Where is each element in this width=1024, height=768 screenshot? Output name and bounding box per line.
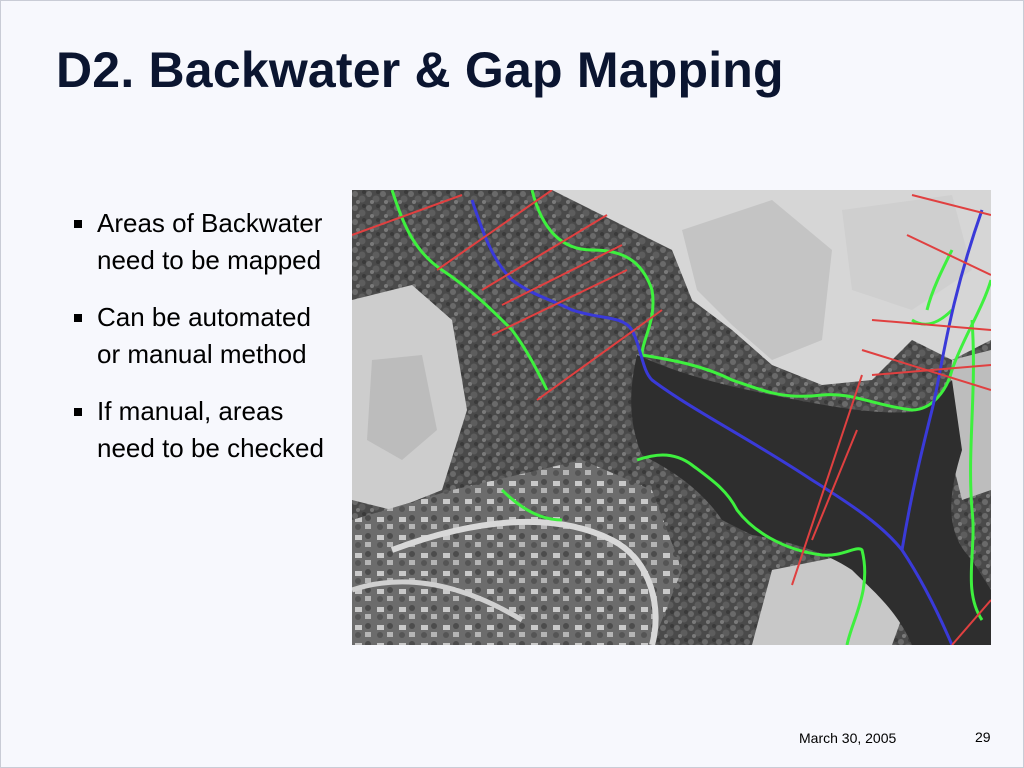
slide-title: D2. Backwater & Gap Mapping (56, 42, 784, 98)
bullet-text: Can be automated or manual method (97, 302, 311, 369)
page-number: 29 (975, 729, 991, 745)
bullet-text: If manual, areas need to be checked (97, 396, 324, 463)
square-bullet-icon (74, 220, 82, 228)
bullet-text: Areas of Backwater need to be mapped (97, 208, 323, 275)
bullet-item (71, 393, 341, 467)
aerial-photo (352, 190, 991, 645)
square-bullet-icon (74, 314, 82, 322)
square-bullet-icon (74, 408, 82, 416)
footer-date: March 30, 2005 (799, 730, 897, 746)
bullet-item (71, 299, 341, 373)
bullet-list (71, 205, 341, 487)
bullet-item (71, 205, 341, 279)
